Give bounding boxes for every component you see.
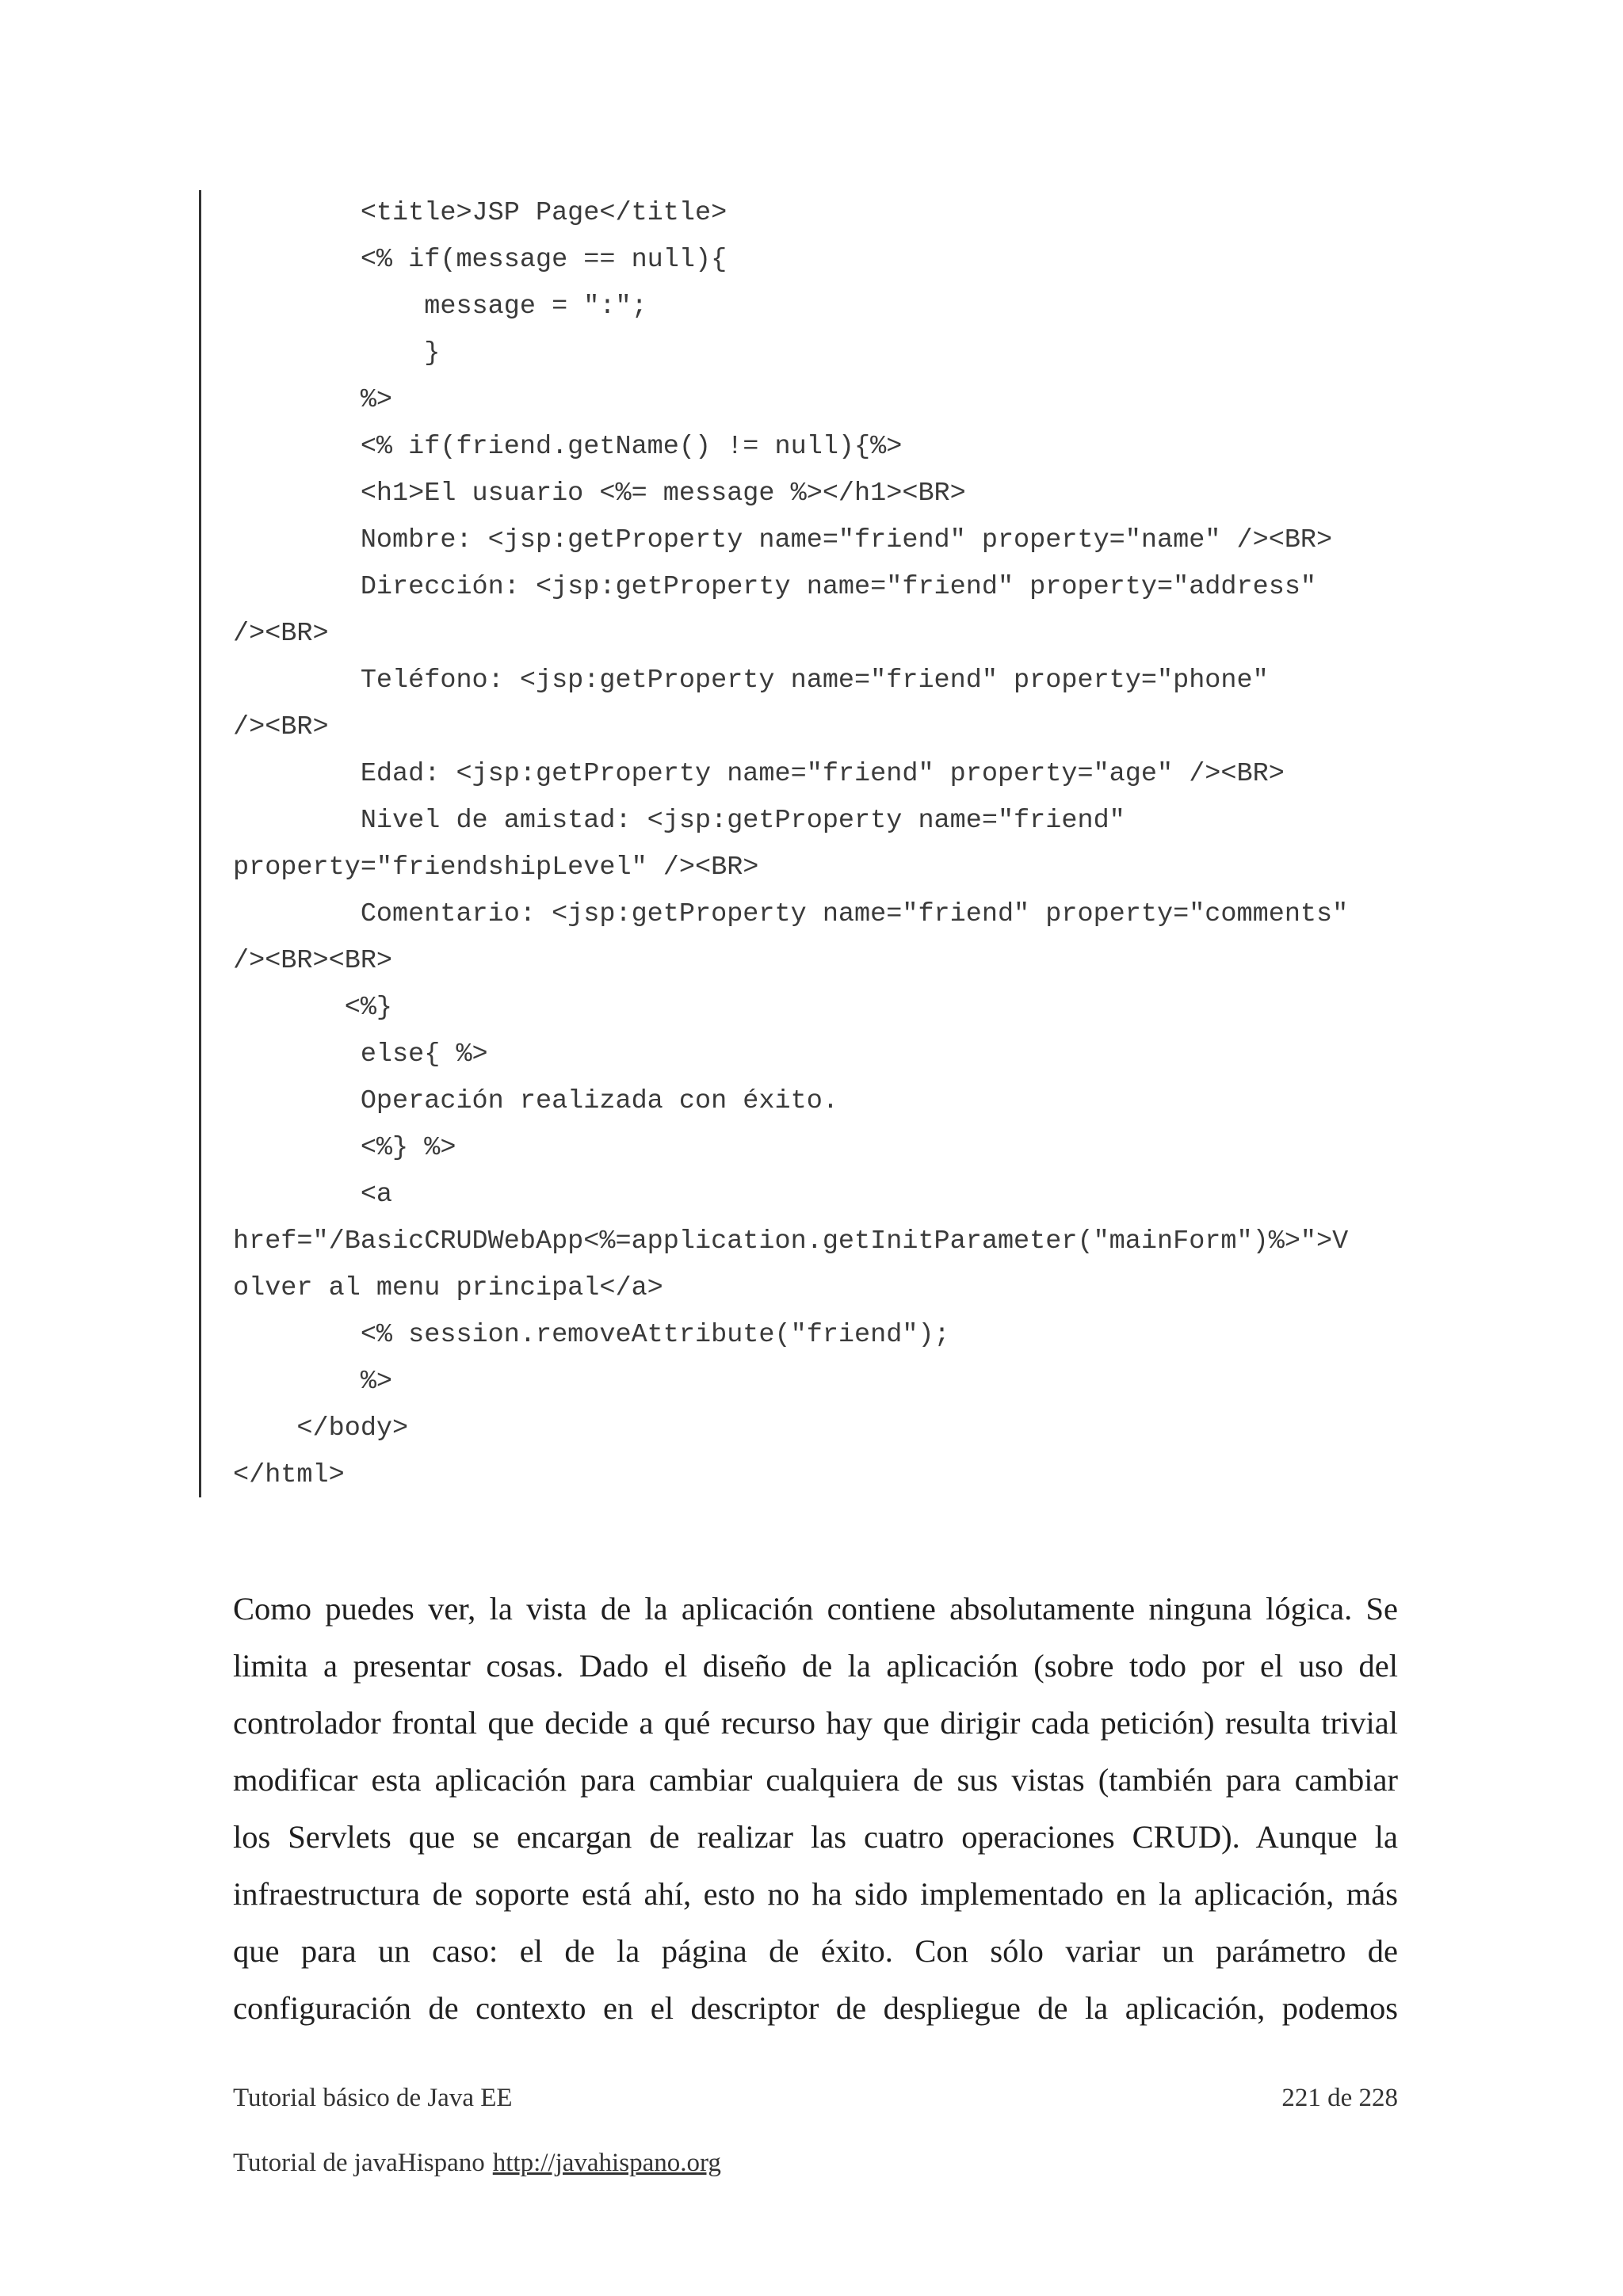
footer-top-row <box>233 2084 1398 2113</box>
footer-document-title: Tutorial básico de Java EE <box>233 2084 513 2112</box>
code-line: <% if(friend.getName() != null){%> <box>233 432 903 462</box>
code-line: <a <box>233 1180 393 1210</box>
paragraph-line: modificar esta aplicación para cambiar cualquiera de sus vistas (también para cambiar <box>233 1762 1398 1798</box>
code-line: Dirección: <jsp:getProperty name="friend" property="address" <box>233 572 1317 602</box>
code-line: message = ":"; <box>233 292 647 322</box>
body-paragraph <box>233 1581 1398 2037</box>
code-line: property="friendshipLevel" /><BR> <box>233 852 759 883</box>
code-line: /><BR> <box>233 712 329 742</box>
code-line: href="/BasicCRUDWebApp<%=application.getInitParameter("mainForm")%>">V <box>233 1226 1349 1257</box>
code-line: Comentario: <jsp:getProperty name="friend" property="comments" <box>233 899 1349 929</box>
paragraph-line: configuración de contexto en el descriptor de despliegue de la aplicación, podemos <box>233 1990 1398 2026</box>
code-line: Nombre: <jsp:getProperty name="friend" property="name" /><BR> <box>233 525 1333 555</box>
code-line: <title>JSP Page</title> <box>233 198 727 228</box>
code-line: <%} %> <box>233 1133 456 1163</box>
code-line: /><BR> <box>233 619 329 649</box>
code-line: Operación realizada con éxito. <box>233 1086 838 1116</box>
code-line: <% if(message == null){ <box>233 245 727 275</box>
code-line: <h1>El usuario <%= message %></h1><BR> <box>233 479 966 509</box>
code-line: </html> <box>233 1460 345 1490</box>
footer-site-link[interactable]: http://javahispano.org <box>492 2149 721 2177</box>
footer-page-number: 221 de 228 <box>1281 2084 1398 2112</box>
footer-bottom-row <box>233 2149 1398 2178</box>
footer-site-label: Tutorial de javaHispano <box>233 2149 485 2177</box>
code-line: %> <box>233 1367 393 1397</box>
code-line: </body> <box>233 1413 409 1444</box>
paragraph-line: los Servlets que se encargan de realizar las cuatro operaciones CRUD). Aunque la <box>233 1819 1398 1855</box>
code-line: olver al menu principal</a> <box>233 1273 663 1303</box>
code-line: <% session.removeAttribute("friend"); <box>233 1320 950 1350</box>
code-line: Nivel de amistad: <jsp:getProperty name="friend" <box>233 806 1125 836</box>
code-line: else{ %> <box>233 1039 488 1070</box>
code-line: } <box>233 338 441 368</box>
paragraph-line: infraestructura de soporte está ahí, esto no ha sido implementado en la aplicación, más <box>233 1876 1398 1912</box>
code-line: Teléfono: <jsp:getProperty name="friend" property="phone" <box>233 666 1269 696</box>
paragraph-line: controlador frontal que decide a qué recurso hay que dirigir cada petición) resulta trivial <box>233 1705 1398 1741</box>
code-listing <box>233 190 1422 1499</box>
code-line: <%} <box>233 993 393 1023</box>
paragraph-line: limita a presentar cosas. Dado el diseño de la aplicación (sobre todo por el uso del <box>233 1648 1398 1684</box>
paragraph-line: Como puedes ver, la vista de la aplicación contiene absolutamente ninguna lógica. Se <box>233 1591 1398 1627</box>
paragraph-line: que para un caso: el de la página de éxito. Con sólo variar un parámetro de <box>233 1933 1398 1969</box>
code-line: /><BR><BR> <box>233 946 393 976</box>
code-line: %> <box>233 385 393 415</box>
code-line: Edad: <jsp:getProperty name="friend" property="age" /><BR> <box>233 759 1285 789</box>
